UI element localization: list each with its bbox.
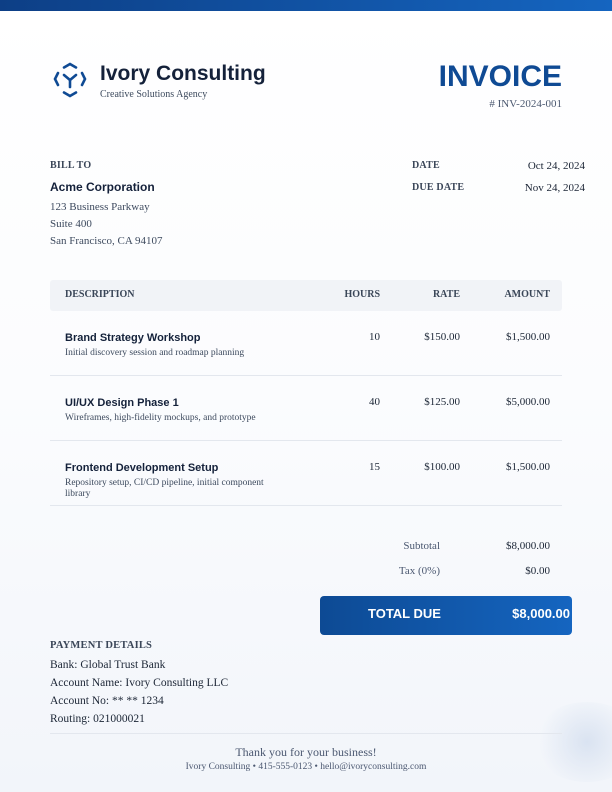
item-amount: $1,500.00 (506, 461, 550, 473)
total-due-value: $8,000.00 (512, 606, 570, 621)
address-line: 123 Business Parkway (50, 201, 150, 213)
col-rate: RATE (432, 289, 460, 300)
hexagon-logo-icon (52, 62, 88, 98)
item-title: Brand Strategy Workshop (65, 332, 201, 344)
item-description: Wireframes, high-fidelity mockups, and prototype (65, 413, 256, 423)
col-hours: HOURS (344, 289, 380, 300)
item-hours: 40 (369, 396, 380, 408)
total-due-box (320, 596, 572, 635)
invoice-title: INVOICE (438, 60, 562, 93)
item-description: Initial discovery session and roadmap planning (65, 348, 245, 358)
thank-you-note: Thank you for your business! (235, 745, 377, 759)
client-name: Acme Corporation (50, 180, 155, 194)
item-title: Frontend Development Setup (65, 462, 219, 474)
footer-divider (50, 733, 562, 734)
payment-details-label: PAYMENT DETAILS (50, 640, 153, 651)
top-accent-bar (0, 0, 612, 11)
address-line: San Francisco, CA 94107 (50, 235, 163, 247)
invoice-number: # INV-2024-001 (489, 98, 562, 110)
col-description: DESCRIPTION (65, 289, 135, 300)
item-rate: $100.00 (424, 461, 460, 473)
due-date-label: DUE DATE (412, 182, 465, 193)
table-row (50, 376, 562, 441)
invoice-date: Oct 24, 2024 (527, 160, 585, 172)
payment-line: Account No: ** ** 1234 (50, 695, 164, 707)
table-row (50, 441, 562, 506)
date-label: DATE (412, 160, 440, 171)
item-amount: $1,500.00 (506, 331, 550, 343)
table-header (50, 280, 562, 311)
bill-to-label: BILL TO (50, 160, 92, 171)
col-amount: AMOUNT (504, 289, 550, 300)
tax-value: $0.00 (525, 565, 550, 577)
payment-line: Account Name: Ivory Consulting LLC (50, 677, 229, 689)
payment-line: Routing: 021000021 (50, 713, 145, 725)
total-due-label: TOTAL DUE (368, 606, 441, 621)
tax-label: Tax (0%) (398, 565, 440, 577)
contact-line: Ivory Consulting • 415-555-0123 • hello@ivoryconsulting.com (185, 762, 427, 772)
due-date: Nov 24, 2024 (524, 182, 585, 194)
item-hours: 10 (369, 331, 380, 343)
item-description: Repository setup, CI/CD pipeline, initial component library (65, 478, 264, 499)
subtotal-label: Subtotal (403, 540, 440, 552)
payment-line: Bank: Global Trust Bank (50, 659, 166, 671)
address-line: Suite 400 (50, 218, 92, 230)
brand-name: Ivory Consulting (100, 62, 266, 85)
item-rate: $125.00 (424, 396, 460, 408)
brand-tagline: Creative Solutions Agency (100, 89, 208, 100)
subtotal-value: $8,000.00 (506, 540, 550, 552)
item-title: UI/UX Design Phase 1 (65, 397, 179, 409)
table-row (50, 311, 562, 376)
item-amount: $5,000.00 (506, 396, 550, 408)
item-hours: 15 (369, 461, 380, 473)
item-rate: $150.00 (424, 331, 460, 343)
